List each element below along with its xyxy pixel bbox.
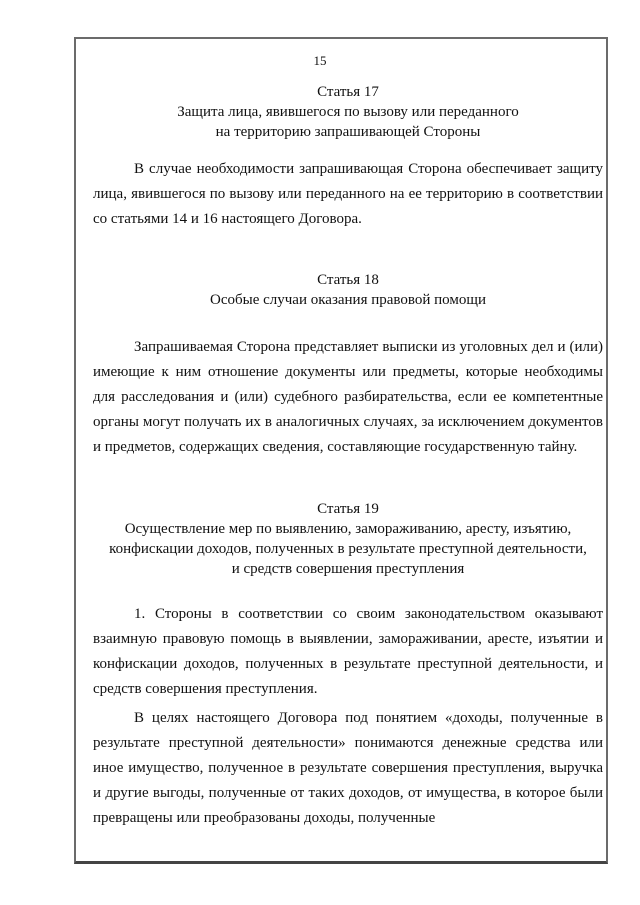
article-18-paragraph: Запрашиваемая Сторона представляет выписки из уголовных дел и (или) имеющие к ним отношение документы или предметы, которые необходимы для расследования и (или) судебного разбирательства, если ее компетентные органы могут получать их в аналогичных случаях, за исключением документов и предметов, содержащих сведения, составляющие государственную тайну. bbox=[93, 339, 603, 455]
article-18-heading bbox=[93, 270, 603, 310]
article-18-subtitle-line: Особые случаи оказания правовой помощи bbox=[210, 292, 486, 308]
article-19-subtitle-line: и средств совершения преступления bbox=[231, 561, 465, 577]
article-17-paragraph: В случае необходимости запрашивающая Сторона обеспечивает защиту лица, явившегося по вызову или переданного на ее территорию в соответствии со статьями 14 и 16 настоящего Договора. bbox=[93, 161, 603, 227]
article-18-title: Статья 18 bbox=[317, 272, 379, 288]
page-number: 15 bbox=[313, 53, 327, 68]
article-19-title: Статья 19 bbox=[317, 501, 379, 517]
article-19-subtitle-line: конфискации доходов, полученных в результате преступной деятельности, bbox=[109, 541, 587, 557]
article-19-heading bbox=[93, 499, 603, 579]
document-body bbox=[93, 82, 603, 831]
article-17-subtitle-line: Защита лица, явившегося по вызову или переданного bbox=[177, 104, 519, 120]
article-19-paragraph-2: В целях настоящего Договора под понятием «доходы, полученные в результате преступной деятельности» понимаются денежные средства или иное имущество, полученное в результате совершения преступления, выручка и другие выгоды, полученные от таких доходов, от имущества, в которое были превращены или преобразованы доходы, полученные bbox=[93, 710, 603, 826]
article-17-heading bbox=[93, 82, 603, 142]
article-17-title: Статья 17 bbox=[317, 84, 379, 100]
article-17-subtitle-line: на территорию запрашивающей Стороны bbox=[215, 124, 481, 140]
article-19-subtitle-line: Осуществление мер по выявлению, замораживанию, аресту, изъятию, bbox=[124, 521, 572, 537]
article-19-paragraph-1: 1. Стороны в соответствии со своим законодательством оказывают взаимную правовую помощь в выявлении, замораживании, аресте, изъятии и конфискации доходов, полученных в результате преступной деятельности, и средств совершения преступления. bbox=[93, 606, 603, 697]
